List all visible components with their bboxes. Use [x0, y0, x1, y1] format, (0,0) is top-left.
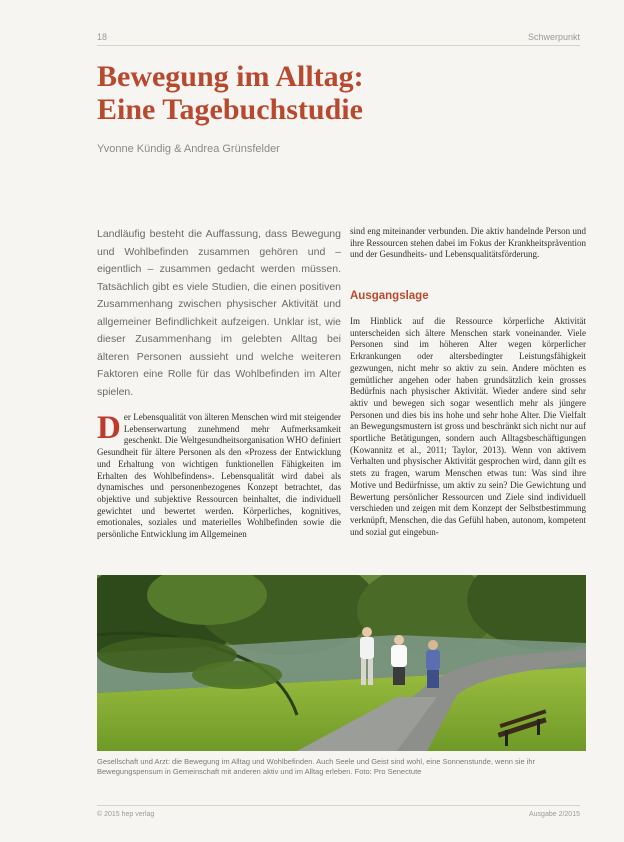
section-label: Schwerpunkt — [527, 32, 580, 42]
title-line-1: Bewegung im Alltag: — [97, 60, 364, 93]
section-heading: Ausgangslage — [350, 290, 429, 302]
park-illustration — [97, 575, 586, 751]
body-text-right: Im Hinblick auf die Ressource körperliche Aktivität unterscheiden sich ältere Menschen stark voneinander. Viele Personen sind im höheren Alter wegen körperlicher Erkrankungen oder altersbedingter Leistungsfähigkeit gezwungen, nicht mehr so aktiv zu sein. Andere möchten es gemütlicher angehen oder haben grundsätzlich kein grosses Bedürfnis nach physischer Aktivität. Wieder andere sind sehr aktiv und bewegen sich sogar wesentlich mehr als jüngere Personen und dies bis ins hohe und sehr hohe Alter. Die Vielfalt an Bewegungsmustern ist gross und beschränkt sich nicht nur auf sportliche Betätigungen, sondern auch Alltagsbeschäftigungen (Kowannitz et al., 2011; Taylor, 2013). Wenn von aktivem Verhalten und physischer Aktivität gesprochen wird, dann gilt es stets zu fragen, warum Menschen etwas tun: Was sind ihre Motive und Bedürfnisse, um aktiv zu sein? Die Gewichtung und Bewertung persönlicher Ressourcen und Ziele sind individuell verschieden und zeigen mit dem Konzept der Selbstbestimmung verknüpft, Menschen, die das Gefühl haben, autonom, kompetent und sozial gut eingebun- — [350, 316, 586, 537]
footer-left: © 2015 hep verlag — [97, 811, 155, 818]
lead-paragraph: Landläufig besteht die Auffassung, dass Bewegung und Wohlbefinden zusammen gehören und – eigentlich – zusammen gedacht werden müssen. Tatsächlich gibt es viele Studien, die einen positiven Zusammenhang zwischen physischer Aktivität und allgemeiner Befindlichkeit aufzeigen. Unklar ist, wie dieser Zusammenhang im gelebten Alltag bei älteren Personen aussieht und welche weiteren Faktoren eine Rolle für das Wohlbefinden im Alter spielen. — [97, 228, 341, 398]
title-line-2: Eine Tagebuchstudie — [97, 93, 363, 126]
body-left-text: er Lebensqualität von älteren Menschen wird mit steigender Lebenserwartung zunehmend mehr Aufmerksamkeit geschenkt. Die Weltgesundheitsorganisation WHO definiert Gesundheit für ältere Personen als den «Prozess der Entwicklung und Erhaltung von wichtigen funktionellen Fähigkeiten im Erhalten des Wohlbefindens». Lebensqualität wird dabei als dynamisches und personenbezogenes Konzept betrachtet, das objektive und subjektive Ressourcen beinhaltet, die individuell gewichtet und bewertet werden. Körperliches, kognitives, emotionales, soziales und materielles Wohlbefinden sowie die persönliche Entwicklung im Allgemeinen — [97, 412, 341, 540]
footer-right: Ausgabe 2/2015 — [529, 811, 580, 818]
body-text-right-top: sind eng miteinander verbunden. Die aktiv handelnde Person und ihre Ressourcen stehen dabei im Fokus der Krankheitsprävention und der Gesundheits- und Lebensqualitätsförderung. — [350, 226, 586, 260]
drop-cap: D — [97, 410, 121, 446]
page-number: 18 — [97, 32, 108, 42]
article-authors: Yvonne Kündig & Andrea Grünsfelder — [97, 143, 280, 155]
photo-caption: Gesellschaft und Arzt: die Bewegung im Alltag und Wohlbefinden. Auch Seele und Geist sind wohl, eine Sonnenstunde, wenn sie ihr Bewegungspensum in Gemeinschaft mit anderen aktiv und im Alltag erleben. Foto: Pro Senectute — [97, 757, 536, 776]
footer-rule — [97, 805, 580, 806]
header-rule — [97, 45, 580, 46]
article-title — [97, 60, 517, 126]
body-text-left — [97, 412, 341, 541]
park-photo — [97, 575, 586, 751]
